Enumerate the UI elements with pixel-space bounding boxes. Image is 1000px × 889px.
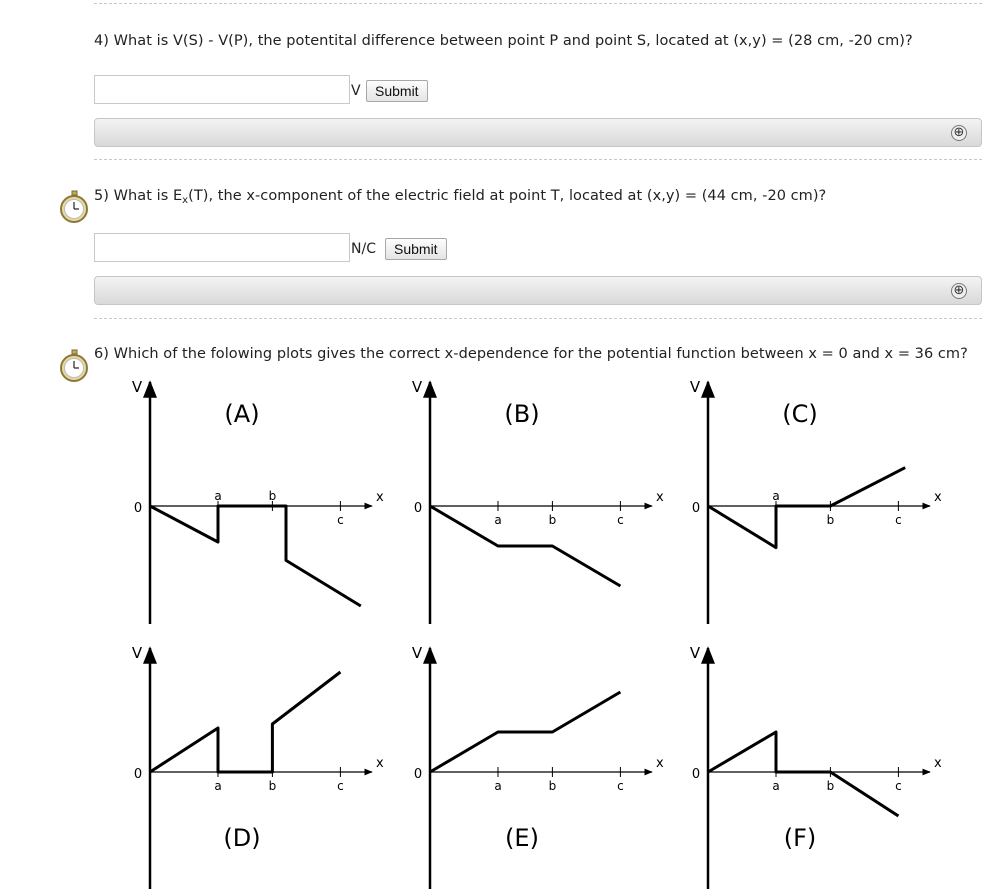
- hint-bar-5[interactable]: [94, 276, 982, 305]
- answer-5-unit: N/C: [351, 241, 376, 257]
- x-axis-label: x: [656, 756, 664, 771]
- plot-curve: [708, 732, 898, 816]
- tick-label-a: a: [214, 489, 222, 503]
- v-axis-label: V: [689, 378, 701, 396]
- expand-icon[interactable]: ⊕: [951, 125, 967, 141]
- x-axis-label: x: [376, 756, 384, 771]
- answer-4-input[interactable]: [94, 75, 350, 104]
- v-axis-label: V: [411, 644, 423, 662]
- tick-label-c: c: [895, 779, 902, 793]
- plot-curve: [430, 506, 620, 586]
- tick-label-b: b: [826, 513, 835, 527]
- answer-4-unit: V: [351, 83, 361, 99]
- tick-label-b: b: [548, 513, 557, 527]
- tick-label-c: c: [617, 513, 624, 527]
- question-6-text: 6) Which of the folowing plots gives the correct x-dependence for the potential function between x = 0 and x = 36 cm?: [94, 346, 968, 362]
- tick-label-c: c: [617, 779, 624, 793]
- origin-label: 0: [691, 501, 701, 516]
- question-4-text: 4) What is V(S) - V(P), the potentital difference between point P and point S, located at (x,y) = (28 cm, -20 cm)?: [94, 33, 913, 49]
- origin-label: 0: [133, 501, 143, 516]
- plot-curve: [150, 506, 361, 606]
- v-axis-label: V: [689, 644, 701, 662]
- origin-label: 0: [413, 767, 423, 782]
- origin-label: 0: [413, 501, 423, 516]
- plot-curve: [150, 672, 340, 772]
- expand-icon[interactable]: ⊕: [951, 283, 967, 299]
- v-axis-label: V: [411, 378, 423, 396]
- v-axis-label: V: [131, 378, 143, 396]
- submit-4-button[interactable]: Submit: [366, 80, 428, 102]
- tick-label-c: c: [895, 513, 902, 527]
- x-axis-label: x: [934, 490, 942, 505]
- stopwatch-icon: [58, 190, 90, 224]
- tick-label-b: b: [826, 779, 835, 793]
- plot-option-label: (F): [783, 824, 817, 852]
- tick-label-a: a: [772, 489, 780, 503]
- plot-curve: [708, 468, 905, 548]
- divider: [94, 159, 982, 160]
- potential-plots-figure: [100, 370, 980, 889]
- tick-label-b: b: [268, 779, 277, 793]
- x-axis-label: x: [934, 756, 942, 771]
- tick-label-a: a: [772, 779, 780, 793]
- tick-label-c: c: [337, 513, 344, 527]
- divider: [94, 318, 982, 319]
- plot-option-label: (E): [505, 824, 539, 852]
- question-5-text: 5) What is $E_x(T)$, the x-component of the electric field at point T, located at (x,y) = (44 cm, -20 cm)?: [94, 188, 827, 206]
- plot-option-label: (C): [782, 400, 818, 428]
- plot-option-label: (D): [223, 824, 261, 852]
- origin-label: 0: [133, 767, 143, 782]
- answer-5-input[interactable]: [94, 233, 350, 262]
- tick-label-a: a: [494, 513, 502, 527]
- submit-5-button[interactable]: Submit: [385, 238, 447, 260]
- x-axis-label: x: [656, 490, 664, 505]
- tick-label-b: b: [268, 489, 277, 503]
- v-axis-label: V: [131, 644, 143, 662]
- plot-curve: [430, 692, 620, 772]
- tick-label-b: b: [548, 779, 557, 793]
- hint-bar-4[interactable]: [94, 118, 982, 147]
- plot-option-label: (A): [224, 400, 260, 428]
- origin-label: 0: [691, 767, 701, 782]
- plot-option-label: (B): [504, 400, 540, 428]
- divider: [94, 3, 982, 4]
- tick-label-a: a: [494, 779, 502, 793]
- tick-label-c: c: [337, 779, 344, 793]
- tick-label-a: a: [214, 779, 222, 793]
- x-axis-label: x: [376, 490, 384, 505]
- stopwatch-icon: [58, 349, 90, 383]
